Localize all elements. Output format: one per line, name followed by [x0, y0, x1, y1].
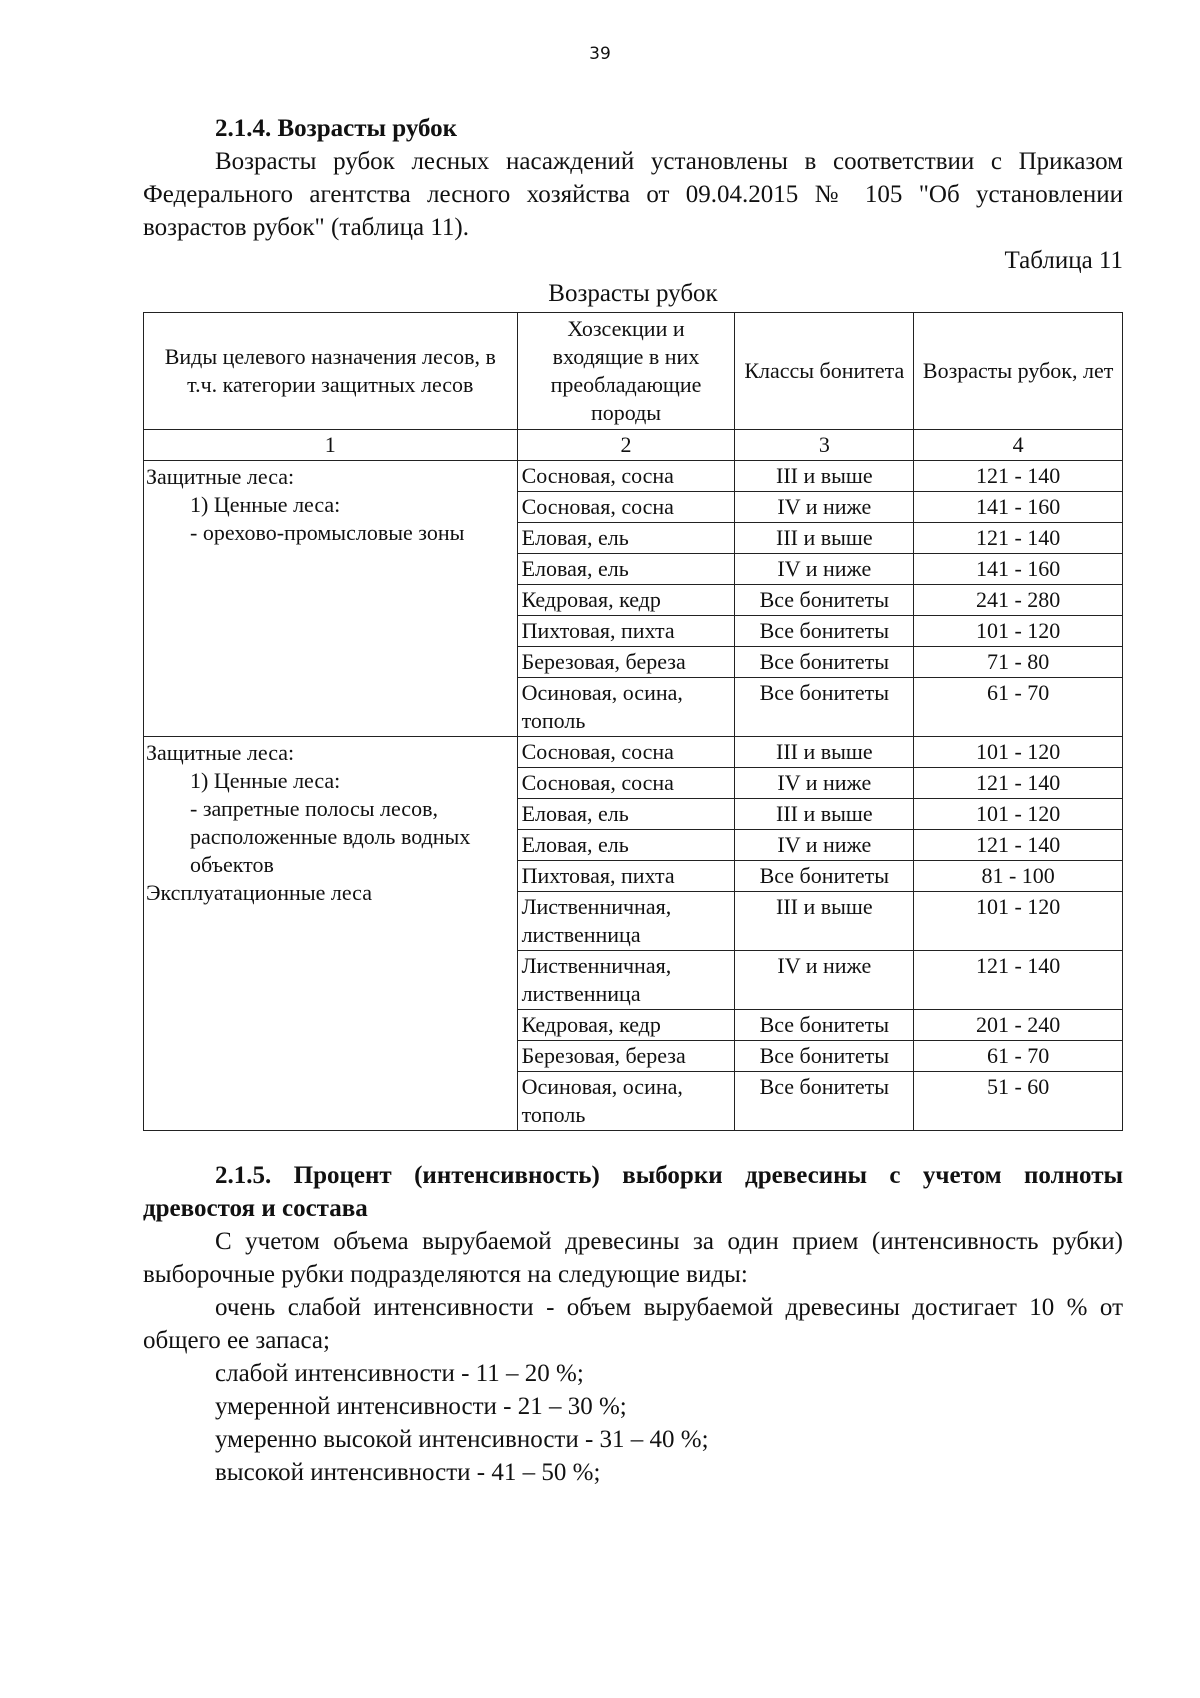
bonitet-cell: IV и ниже [735, 951, 914, 1010]
section-cell: Сосновая, сосна [517, 768, 735, 799]
group1-category-cell [144, 461, 518, 737]
section-cell: Лиственничная, лиственница [517, 951, 735, 1010]
category-line: - орехово-промысловые зоны [190, 520, 465, 545]
group2-rows [144, 737, 1123, 1131]
section-cell: Пихтовая, пихта [517, 616, 735, 647]
bonitet-cell: IV и ниже [735, 492, 914, 523]
header-bonitet: Классы бонитета [735, 313, 914, 430]
section-cell: Сосновая, сосна [517, 737, 735, 768]
bonitet-cell: Все бонитеты [735, 1041, 914, 1072]
table-label: Таблица 11 [1004, 247, 1123, 274]
table-row [144, 737, 1123, 768]
page-number: 39 [589, 44, 611, 64]
section-cell: Еловая, ель [517, 830, 735, 861]
bonitet-cell: III и выше [735, 892, 914, 951]
section-215 [143, 1159, 1123, 1489]
category-line: Защитные леса: [146, 464, 295, 489]
section-cell: Лиственничная, лиственница [517, 892, 735, 951]
age-cell: 121 - 140 [914, 523, 1123, 554]
table-header-row [144, 313, 1123, 430]
column-number: 4 [914, 430, 1123, 461]
column-number: 3 [735, 430, 914, 461]
category-line: - запретные полосы лесов, расположенные вдоль водных объектов [190, 796, 471, 877]
age-cell: 71 - 80 [914, 647, 1123, 678]
bonitet-cell: Все бонитеты [735, 585, 914, 616]
group2-category-cell [144, 737, 518, 1131]
category-line: 1) Ценные леса: [190, 768, 341, 793]
section-cell: Кедровая, кедр [517, 585, 735, 616]
bonitet-cell: III и выше [735, 461, 914, 492]
intensity-item: умеренной интенсивности - 21 – 30 %; [215, 1393, 627, 1420]
header-age: Возрасты рубок, лет [914, 313, 1123, 430]
bonitet-cell: Все бонитеты [735, 678, 914, 737]
age-cell: 81 - 100 [914, 861, 1123, 892]
group1-rows [144, 461, 1123, 737]
section-cell: Осиновая, осина, тополь [517, 1072, 735, 1131]
section-cell: Еловая, ель [517, 523, 735, 554]
section-215-intro: С учетом объема вырубаемой древесины за один прием (интенсивность рубки) выборочные рубки подразделяются на следующие виды: [143, 1228, 1123, 1288]
section-214-heading: 2.1.4. Возрасты рубок [215, 115, 458, 142]
intensity-item: очень слабой интенсивности - объем вырубаемой древесины достигает 10 % от общего ее запаса; [143, 1294, 1123, 1354]
bonitet-cell: III и выше [735, 799, 914, 830]
section-cell: Осиновая, осина, тополь [517, 678, 735, 737]
section-cell: Березовая, береза [517, 647, 735, 678]
section-cell: Пихтовая, пихта [517, 861, 735, 892]
category-line: Эксплуатационные леса [146, 880, 372, 905]
age-cell: 61 - 70 [914, 678, 1123, 737]
bonitet-cell: III и выше [735, 737, 914, 768]
felling-age-table [143, 312, 1123, 1131]
age-cell: 121 - 140 [914, 830, 1123, 861]
bonitet-cell: III и выше [735, 523, 914, 554]
bonitet-cell: IV и ниже [735, 830, 914, 861]
age-cell: 101 - 120 [914, 737, 1123, 768]
age-cell: 101 - 120 [914, 799, 1123, 830]
age-cell: 51 - 60 [914, 1072, 1123, 1131]
age-cell: 141 - 160 [914, 492, 1123, 523]
bonitet-cell: IV и ниже [735, 554, 914, 585]
section-cell: Кедровая, кедр [517, 1010, 735, 1041]
header-section: Хозсекции и входящие в них преобладающие породы [517, 313, 735, 430]
table-caption: Возрасты рубок [548, 280, 718, 307]
bonitet-cell: Все бонитеты [735, 1010, 914, 1041]
age-cell: 201 - 240 [914, 1010, 1123, 1041]
intensity-item: слабой интенсивности - 11 – 20 %; [215, 1360, 584, 1387]
section-214-paragraph: Возрасты рубок лесных насаждений установлены в соответствии с Приказом Федерального агентства лесного хозяйства от 09.04.2015 № 105 "Об установлении возрастов рубок" (таблица 11). [143, 148, 1123, 241]
intensity-list [143, 1291, 1123, 1489]
section-cell: Березовая, береза [517, 1041, 735, 1072]
category-line: Защитные леса: [146, 740, 295, 765]
intensity-item: высокой интенсивности - 41 – 50 %; [215, 1459, 601, 1486]
column-number: 2 [517, 430, 735, 461]
bonitet-cell: Все бонитеты [735, 616, 914, 647]
age-cell: 101 - 120 [914, 892, 1123, 951]
column-number: 1 [144, 430, 518, 461]
age-cell: 241 - 280 [914, 585, 1123, 616]
age-cell: 101 - 120 [914, 616, 1123, 647]
bonitet-cell: Все бонитеты [735, 861, 914, 892]
bonitet-cell: Все бонитеты [735, 647, 914, 678]
table-row [144, 461, 1123, 492]
header-purpose: Виды целевого назначения лесов, в т.ч. категории защитных лесов [144, 313, 518, 430]
category-line: 1) Ценные леса: [190, 492, 341, 517]
section-cell: Сосновая, сосна [517, 461, 735, 492]
bonitet-cell: Все бонитеты [735, 1072, 914, 1131]
age-cell: 121 - 140 [914, 461, 1123, 492]
column-number-row [144, 430, 1123, 461]
intensity-item: умеренно высокой интенсивности - 31 – 40 %; [215, 1426, 709, 1453]
age-cell: 61 - 70 [914, 1041, 1123, 1072]
section-cell: Еловая, ель [517, 799, 735, 830]
age-cell: 121 - 140 [914, 951, 1123, 1010]
section-cell: Еловая, ель [517, 554, 735, 585]
age-cell: 141 - 160 [914, 554, 1123, 585]
bonitet-cell: IV и ниже [735, 768, 914, 799]
age-cell: 121 - 140 [914, 768, 1123, 799]
section-215-heading: 2.1.5. Процент (интенсивность) выборки древесины с учетом полноты древостоя и состава [143, 1162, 1123, 1222]
section-cell: Сосновая, сосна [517, 492, 735, 523]
page-content [143, 112, 1123, 1489]
